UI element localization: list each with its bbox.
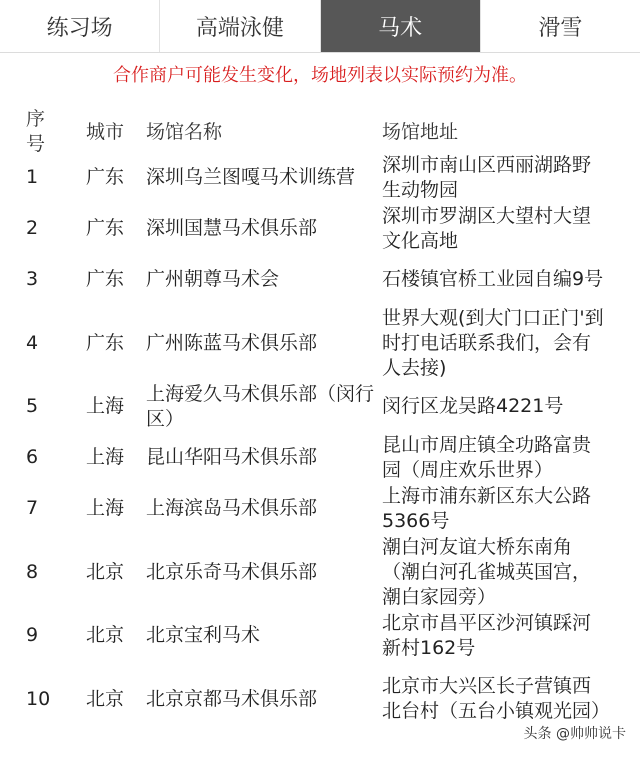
table-row [0, 152, 640, 203]
category-tabs [0, 0, 640, 53]
row-city: 广东 [86, 268, 125, 290]
row-city: 上海 [86, 497, 125, 519]
row-no: 4 [26, 331, 39, 354]
notice-text: 合作商户可能发生变化，场地列表以实际预约为准。 [113, 65, 527, 86]
row-name: 广州朝尊马术会 [146, 268, 280, 290]
row-city: 广东 [86, 166, 125, 188]
row-city: 北京 [86, 687, 125, 710]
row-name: 上海爱久马术俱乐部（闵行区） [146, 382, 375, 430]
tab-skiing[interactable]: 滑雪 [480, 0, 640, 52]
table-row [0, 305, 640, 381]
row-address: 北京市昌平区沙河镇踩河新村162号 [382, 611, 592, 659]
row-address: 潮白河友谊大桥东南角（潮白河孔雀城英国宫，潮白家园旁） [382, 535, 592, 608]
row-name: 深圳国慧马术俱乐部 [146, 217, 318, 239]
row-name: 北京宝利马术 [146, 624, 261, 646]
row-no: 2 [26, 217, 39, 239]
row-no: 1 [26, 166, 39, 188]
row-city: 北京 [86, 560, 125, 583]
table-row [0, 254, 640, 305]
row-address: 深圳市罗湖区大望村大望文化高地 [382, 204, 592, 252]
row-city: 广东 [86, 331, 125, 354]
row-address: 闵行区龙吴路4221号 [382, 395, 564, 417]
row-no: 9 [26, 624, 39, 646]
row-no: 3 [26, 268, 39, 290]
tab-practice-range[interactable]: 练习场 [46, 15, 113, 41]
row-no: 8 [26, 560, 39, 583]
row-address: 世界大观(到大门口正门'到时打电话联系我们，会有人去接) [382, 306, 604, 379]
row-name: 北京乐奇马术俱乐部 [146, 560, 318, 583]
table-row [0, 534, 640, 610]
header-no: 序号 [26, 108, 46, 155]
row-name: 昆山华阳马术俱乐部 [146, 446, 318, 468]
table-row [0, 483, 640, 534]
row-no: 10 [26, 687, 51, 710]
table-row [0, 432, 640, 483]
row-city: 上海 [86, 446, 125, 468]
row-address: 北京市大兴区长子营镇西北台村（五台小镇观光园） [382, 675, 611, 722]
row-address: 深圳市南山区西丽湖路野生动物园 [382, 153, 592, 201]
row-address: 上海市浦东新区东大公路5366号 [382, 484, 592, 532]
row-address: 石楼镇官桥工业园自编9号 [382, 268, 604, 290]
table-row [0, 381, 640, 432]
row-name: 北京京都马术俱乐部 [146, 687, 318, 710]
tab-equestrian[interactable]: 马术 [320, 0, 480, 52]
row-no: 6 [26, 446, 39, 468]
venue-table [0, 108, 640, 737]
table-header [0, 108, 640, 155]
row-city: 北京 [86, 624, 125, 646]
row-city: 广东 [86, 217, 125, 239]
row-no: 7 [26, 497, 39, 519]
header-address: 场馆地址 [382, 120, 459, 143]
tab-premium-swim-fitness[interactable]: 高端泳健 [159, 0, 319, 52]
table-row [0, 203, 640, 254]
table-row [0, 610, 640, 661]
row-city: 上海 [86, 395, 125, 417]
header-name: 场馆名称 [146, 120, 223, 143]
row-address: 昆山市周庄镇全功路富贵园（周庄欢乐世界） [382, 433, 592, 481]
row-name: 广州陈蓝马术俱乐部 [146, 331, 318, 354]
header-city: 城市 [86, 120, 125, 143]
row-name: 上海滨岛马术俱乐部 [146, 497, 318, 519]
watermark-text: 头条 @帅帅说卡 [524, 723, 626, 743]
row-name: 深圳乌兰图嘎马术训练营 [146, 166, 356, 188]
row-no: 5 [26, 395, 39, 417]
